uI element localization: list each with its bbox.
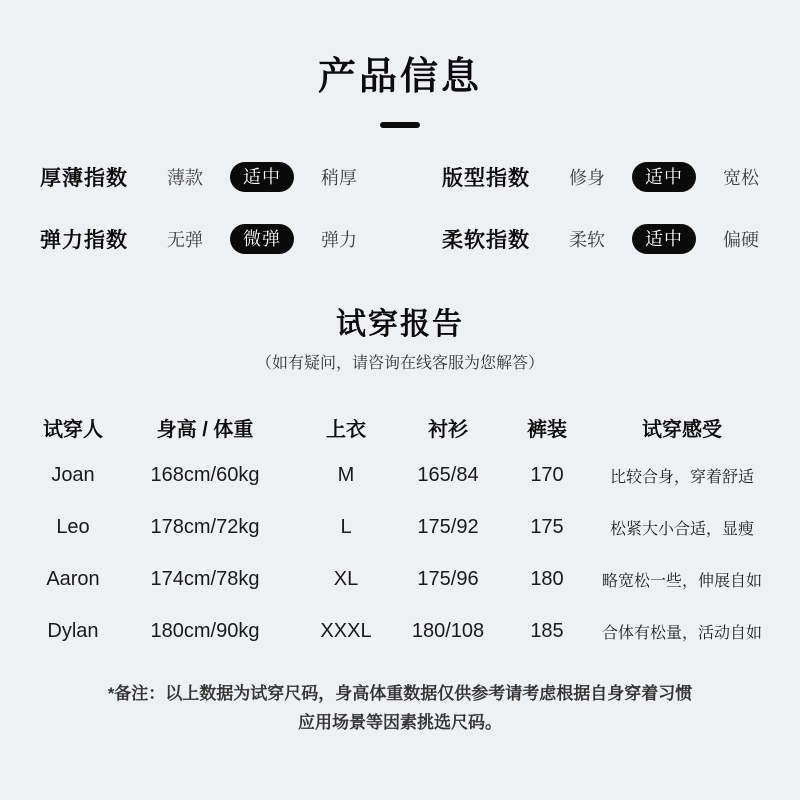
cell-shirt-size: 175/96 [417,567,479,590]
cell-pants-size: 170 [530,463,564,486]
fitting-table-header-row [31,405,769,449]
table-row [31,449,769,501]
product-index-section [0,146,800,270]
index-group-fit [400,146,800,208]
index-group-thickness [0,146,400,208]
index-option: 柔软 [569,230,605,250]
index-option: 弹力 [321,230,357,250]
index-label: 厚薄指数 [40,167,128,190]
fitting-report-title: 试穿报告 [336,308,464,341]
product-info-title: 产品信息 [317,56,482,98]
index-group-elasticity [0,208,400,270]
index-row [0,208,800,270]
cell-fitter-name: Aaron [46,567,100,590]
cell-top-size: XL [333,567,359,590]
fitting-report-subtitle: （如有疑问，请咨询在线客服为您解答） [255,355,544,372]
index-label: 版型指数 [442,167,530,190]
cell-height-weight: 174cm/78kg [150,567,260,590]
index-label: 弹力指数 [40,229,128,252]
index-selected-pill: 适中 [230,162,294,192]
cell-feel: 略宽松一些，伸展自如 [601,572,762,590]
table-row [31,553,769,605]
index-option: 偏硬 [723,230,759,250]
index-selected-pill: 适中 [632,162,696,192]
cell-shirt-size: 165/84 [417,463,479,486]
size-note-line2: 应用场景等因素挑选尺码。 [298,713,502,732]
index-option: 无弹 [167,230,203,250]
cell-top-size: L [340,515,352,538]
column-header-top: 上衣 [326,418,366,441]
cell-pants-size: 185 [530,619,564,642]
cell-feel: 松紧大小合适，显瘦 [609,520,754,538]
index-option: 薄款 [167,168,203,188]
index-option: 修身 [569,168,605,188]
cell-feel: 合体有松量，活动自如 [601,624,762,642]
table-row [31,605,769,657]
size-note-line1: *备注：以上数据为试穿尺码，身高体重数据仅供参考请考虑根据自身穿着习惯 [107,684,693,703]
cell-fitter-name: Dylan [47,619,99,642]
cell-top-size: M [337,463,355,486]
cell-height-weight: 168cm/60kg [150,463,260,486]
cell-feel: 比较合身，穿着舒适 [609,468,754,486]
cell-pants-size: 180 [530,567,564,590]
index-group-softness [400,208,800,270]
column-header-feel: 试穿感受 [642,418,722,441]
fitting-table [31,405,769,657]
index-option: 稍厚 [321,168,357,188]
index-row [0,146,800,208]
cell-pants-size: 175 [530,515,564,538]
column-header-pants: 裤装 [527,418,567,441]
cell-shirt-size: 175/92 [417,515,479,538]
cell-height-weight: 180cm/90kg [150,619,260,642]
size-note [0,679,800,737]
index-selected-pill: 适中 [632,224,696,254]
cell-top-size: XXXL [320,619,372,642]
index-label: 柔软指数 [442,229,530,252]
cell-height-weight: 178cm/72kg [150,515,260,538]
cell-fitter-name: Joan [51,463,95,486]
table-row [31,501,769,553]
column-header-height-weight: 身高 / 体重 [156,418,254,441]
title-dash-divider [380,122,420,128]
column-header-fitter: 试穿人 [43,418,103,441]
index-selected-pill: 微弹 [230,224,294,254]
column-header-shirt: 衬衫 [428,418,468,441]
index-option: 宽松 [723,168,759,188]
cell-shirt-size: 180/108 [411,619,485,642]
cell-fitter-name: Leo [56,515,90,538]
